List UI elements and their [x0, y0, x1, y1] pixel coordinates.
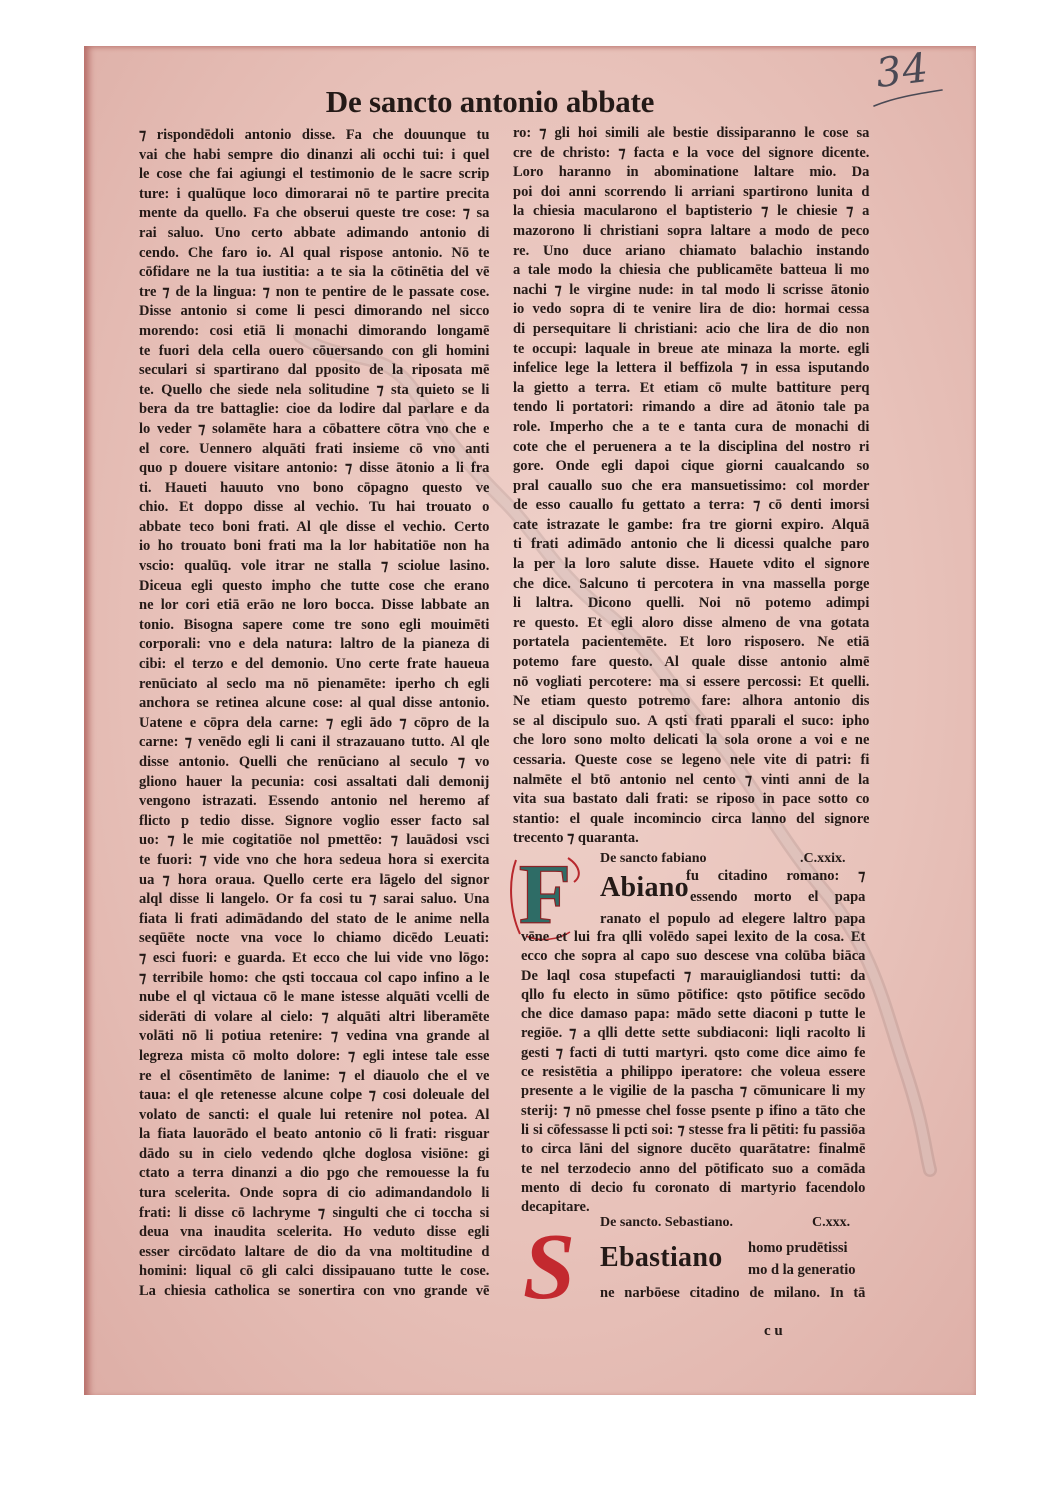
left-column-line: Diceua egli questo impho che tutte cose che erano	[139, 577, 490, 594]
fabiano-opening-word: Abiano	[600, 872, 689, 903]
left-column-line: carne: ⁊ venēdo egli li cani il strazauano tutto. Al qle	[139, 734, 490, 751]
left-column-line: tre ⁊ de la lingua: ⁊ non te pentire de le passate cose.	[139, 283, 490, 300]
left-column-line: tura scelerita. Onde sopra di cio adimandandolo li	[139, 1185, 490, 1202]
left-column	[139, 126, 490, 1302]
left-column-line: ⁊ esci fuori: e guarda. Et ecco che lui vide vno lōgo:	[139, 949, 490, 966]
left-column-line: la fiata lauorādo el beato antonio cō li frati: risguar	[139, 1126, 490, 1143]
left-column-line: ⁊ rispondēdoli antonio disse. Fa che douunque tu	[139, 127, 490, 143]
fabiano-line: decapitare.	[521, 1199, 590, 1216]
right-column-line: cessaria. Queste cose se legeno nele vite di patri: fi	[513, 752, 870, 768]
left-column-line: homini: liqual cō gli calci dissipauano tutte le cose.	[139, 1263, 490, 1280]
right-column-line: gore. Onde egli dapoi cique giorni caualcando so	[513, 458, 870, 475]
fabiano-heading: De sancto fabiano	[600, 851, 707, 866]
left-column-line: taua: el qle retenesse alcune colpe ⁊ cosi doleuale del	[139, 1087, 490, 1104]
left-column-line: flicto p tedio disse. Signore voglio esser facto sal	[139, 812, 490, 829]
left-column-line: dādo su in cielo vedendo qlche doglosa visiōne: gi	[139, 1145, 490, 1162]
left-column-line: seculari si spartirano dal pposito de la riposata mē	[139, 362, 490, 379]
left-column-line: re el cōsentimēto de lanime: ⁊ el diauolo che el ve	[139, 1067, 490, 1084]
left-column-line: alql disse li langelo. Or fa cosi tu ⁊ sarai saluo. Una	[139, 891, 490, 908]
right-column-line: ro: ⁊ gli hoi simili ale bestie dissiparanno le cose sa	[513, 125, 870, 141]
left-column-line: cōfidare ne la tua iustitia: a te sia la cōtinētia del vē	[139, 264, 490, 281]
right-column-line: di persequitare li christiani: acio che lira de dio non	[513, 320, 870, 337]
right-column-line: che loro sono molto delicati la sola orone a voi e ne	[513, 732, 870, 749]
left-column-line: corporali: vno e dela natura: laltro de la pianeza di	[139, 636, 490, 653]
right-column-line: infelice lege la lettera il beffizola ⁊ in essa isputando	[513, 360, 870, 377]
right-column-line: re questo. Et egli aloro disse almeno de vna gotata	[513, 614, 870, 631]
right-column-line: cre de christo: ⁊ facta e la voce del signore dicente.	[513, 144, 870, 161]
right-column-line: pral cauallo suo che era mansuetissimo: col morder	[513, 477, 870, 494]
red-initial-s: S	[522, 1215, 576, 1319]
right-column-line: poi doi anni scorrendo li arriani spartirono lunita d	[513, 183, 870, 200]
fabiano-opening-line: essendo morto el papa	[690, 889, 866, 905]
left-column-line: fiata li frati adimādando del stato de le anime nella	[139, 910, 490, 927]
right-column-line: la per la loro salute disse. Hauete vdito el signore	[513, 556, 870, 573]
left-column-line: frati: li disse cō lachryme ⁊ singulti che ci toccha si	[139, 1204, 490, 1221]
left-column-line: volato de sancti: el quale lui retenire nol potea. Al	[139, 1106, 490, 1123]
left-column-line: rai saluo. Uno certo abbate adimando antonio di	[139, 224, 490, 241]
left-column-line: te. Quello che siede nela solitudine ⁊ sta quieto se li	[139, 381, 490, 398]
right-column-line: cate istrazate le gambe: fra tre giorni expiro. Alquā	[513, 516, 870, 533]
left-column-line: quo p douere visitare antonio: ⁊ disse ātonio a li fra	[139, 460, 490, 477]
signature-mark: c u	[764, 1323, 783, 1339]
right-column-line: nō vogliati percotere: ma si essere percossi: Et quelli.	[513, 673, 870, 690]
right-column-line: trecento ⁊ quaranta.	[513, 830, 639, 847]
sebastiano-heading: De sancto. Sebastiano.	[600, 1215, 734, 1230]
left-column-line: ture: i qualūque loco dimorarai nō te partire precita	[139, 185, 490, 202]
left-column-line: chio. Et doppo disse al vechio. Tu hai trouato o	[139, 499, 490, 516]
fabiano-line: regiōe. ⁊ a qlli dette sette subdiaconi: liqli racolto li	[521, 1025, 866, 1042]
fabiano-line: qllo fu electo in sūmo pōtifice: qsto pōtifice secōdo	[521, 986, 866, 1003]
fabiano-line: vēne et lui fra qlli volēdo sapei lexito de la cosa. Et	[521, 929, 866, 945]
right-column-line: role. Imperho che a te e tanta cura de monachi di	[513, 418, 870, 435]
left-column-line: Uatene e cōpra dela carne: ⁊ egli ādo ⁊ cōpro de la	[139, 714, 490, 731]
right-column-line: tendo li portatori: rimando a dire ad ātonio tale pa	[513, 399, 870, 416]
right-column-line: nachi ⁊ le virgine nude: in tal modo li scrisse ātonio	[513, 281, 870, 298]
left-column-line: abbate teco boni frati. Al qle disse el vechio. Certo	[139, 518, 490, 535]
fabiano-line: ecco che sopra al capo suo descese vna colūba biāca	[521, 948, 866, 965]
left-column-line: vscio: qualūq. vole itrar ne stalla ⁊ sciolue lasino.	[139, 558, 490, 575]
decorated-initial-f: F	[518, 846, 572, 942]
left-column-line: cibi: el terzo e del demonio. Uno certe frate haueua	[139, 656, 490, 673]
left-column-line: disse antonio. Quelli che renūciano al seculo ⁊ vo	[139, 754, 490, 770]
left-column-line: gliono hauer la pecunia: cosi assaltati dali demonij	[139, 773, 490, 790]
left-column-line: vai che habi sempre dio dinanzi ali occhi tui: i quel	[139, 146, 490, 163]
sebastiano-opening-line: mo d la generatio	[748, 1262, 856, 1278]
left-column-line: Disse antonio si come li pesci dimorando nel sicco	[139, 303, 490, 320]
right-column-line: nalmēte el btō antonio nel cento ⁊ vinti anni de la	[513, 771, 870, 788]
left-column-line: seqūēte nocte vna voce lo chiamo dicēdo Leuati:	[139, 930, 490, 947]
handwritten-folio-number: 34	[873, 44, 932, 98]
left-column-line: ⁊ terribile homo: che qsti toccaua col capo infino a le	[139, 969, 490, 986]
right-column-line: ti frati adimādo antonio che li dicessi qualche paro	[513, 536, 870, 553]
right-column-line: stantio: el quale incomincio circa lanno del signore	[513, 810, 870, 827]
right-column-line: re. Uno duce ariano chiamato balachio instando	[513, 242, 870, 259]
sebastiano-opening-word: Ebastiano	[600, 1242, 723, 1273]
left-column-line: io ho trouato boni frati ma la lor habitatiōe non ha	[139, 538, 490, 555]
fabiano-opening-line: fu citadino romano: ⁊	[686, 868, 866, 884]
fabiano-text-block	[521, 928, 866, 1217]
left-column-line: nube el ql victaua cō le mane istesse alquāti vcelli de	[139, 989, 490, 1006]
right-column-line: a tale modo la chiesia che publicamēte batteua li mo	[513, 262, 870, 279]
left-column-line: el core. Uennero alquāti frati insieme cō vno anti	[139, 440, 490, 457]
left-column-line: ne lor cori etiā erāo ne loro bocca. Disse labbate an	[139, 597, 490, 614]
folio-underline-stroke	[868, 84, 948, 114]
left-column-line: te fuori dela cella ouero cōuersando con gli homini	[139, 342, 490, 359]
fabiano-line: te nel terzodecio anno del pōtificato suo a comāda	[521, 1160, 866, 1177]
left-column-line: mente da quello. Fa che obserui queste tre cose: ⁊ sa	[139, 205, 490, 222]
left-column-line: tonio. Bisogna sapere come tre sono egli mouimēti	[139, 616, 490, 633]
left-column-line: lo veder ⁊ solamēte hara a cōbattere cōtra vno che e	[139, 420, 490, 437]
right-column-line: portatela pacientemēte. Et loro risposero. Ne etiā	[513, 634, 870, 651]
left-column-line: ti. Haueti hauuto vno bono cōpagno questo ve	[139, 479, 490, 496]
right-column-line: la gietto a terra. Et etiam cō multe battiture perq	[513, 379, 870, 396]
right-column-line: cote che el peruenera a te la disciplina del nostro ri	[513, 438, 870, 455]
sebastiano-chapter-number: C.xxx.	[812, 1215, 851, 1230]
right-column-line: Loro haranno in abominatione laltare mio. Da	[513, 164, 870, 181]
left-column-line: bera da tre battaglie: cioe da lodire dal parlare e da	[139, 401, 490, 418]
left-column-line: morendo: cosi etiā li monachi dimorando longamē	[139, 322, 490, 339]
fabiano-line: sterij: ⁊ nō pmesse chel fosse psente p ifino a tāto che	[521, 1102, 866, 1119]
left-column-line: cendo. Che faro io. Al qual rispose antonio. Nō te	[139, 244, 490, 261]
sebastiano-opening-line: homo prudētissi	[748, 1240, 848, 1256]
left-column-line: esser circōdato laltare de dio da vna moltitudine d	[139, 1243, 490, 1260]
right-column-line: te occupi: laquale in breue ate minaza la morte. egli	[513, 340, 870, 357]
left-column-line: volāti nō li potiua retenire: ⁊ vedina vna grande al	[139, 1028, 490, 1045]
left-column-line: ctato a terra dinanzi a dio pgo che remouesse la fu	[139, 1165, 490, 1182]
fabiano-indented-line: ranato el populo ad elegere laltro papa	[600, 911, 866, 927]
fabiano-line: presente a le vigilie de la pascha ⁊ cōmunicare li my	[521, 1083, 866, 1100]
right-column	[513, 124, 870, 849]
fabiano-line: che dice damaso papa: mādo sette diaconi p tutte le	[521, 1006, 866, 1023]
left-column-line: te fuori: ⁊ vide vno che hora sedeua hora si exercita	[139, 851, 490, 868]
left-column-line: deua vna inaudita scelerita. Ho veduto disse egli	[139, 1224, 490, 1241]
right-column-line: Ne etiam questo potremo fare: alhora antonio dis	[513, 693, 870, 710]
fabiano-line: li si cōfessasse li pcti soi: ⁊ stesse fra li pētiti: fu passiōa	[521, 1121, 866, 1138]
right-column-line: de esso cauallo fu gettato a terra: ⁊ cō denti imorsi	[513, 497, 870, 514]
fabiano-line: to circa lāni del signore ducēto quarātatre: finalmē	[521, 1141, 866, 1158]
right-column-line: mazorono li christiani sopra laltare a modo de peco	[513, 222, 870, 239]
left-column-line: siderāti di volare al cielo: ⁊ alquāti altri liberamēte	[139, 1008, 490, 1025]
left-column-line: anchora se retinea alcune cose: al qual disse antonio.	[139, 695, 490, 712]
left-column-line: uo: ⁊ le mie cogitatiōe nol pmettēo: ⁊ lauādosi vsci	[139, 832, 490, 849]
right-column-line: io vedo sopra di te venire lira de dio: hormai cessa	[513, 301, 870, 318]
sebastiano-indented-line: ne narbōese citadino de milano. In tā	[600, 1285, 866, 1301]
left-column-line: ua ⁊ hora oraua. Quello certe era lāgelo del signor	[139, 871, 490, 888]
left-column-line: La chiesia catholica se sonertira con vno grande vē	[139, 1283, 490, 1300]
right-column-line: li laltra. Dicono quelli. Noi nō potemo adimpi	[513, 595, 870, 612]
right-column-line: la chiesia macularono el baptisterio ⁊ le chiesie ⁊ a	[513, 203, 870, 220]
right-column-line: vita sua bastato dali frati: se riposo in pace sotto co	[513, 791, 870, 808]
right-column-line: che dice. Salcuno ti percotera in vna massella porge	[513, 575, 870, 592]
fabiano-line: De laql cosa stupefacti ⁊ marauigliandosi tutti: da	[521, 967, 866, 984]
left-column-line: legreza mista cō molto dolore: ⁊ egli intese tale esse	[139, 1047, 490, 1064]
running-title: De sancto antonio abbate	[325, 84, 655, 119]
fabiano-line: gesti ⁊ facti di tutti martyri. qsto come dice aimo fe	[521, 1044, 866, 1061]
left-column-line: le cose che fai agiungi el testimonio de le sacre scrip	[139, 166, 490, 183]
left-column-line: vengono istrazati. Essendo antonio nel heremo af	[139, 793, 490, 810]
left-column-line: renūciato al seclo ma nō pienamēte: iperho ch egli	[139, 675, 490, 692]
fabiano-line: mento di decio fu coronato di martyrio facendolo	[521, 1179, 866, 1196]
right-column-line: potemo fare questo. Al quale disse antonio almē	[513, 654, 870, 671]
fabiano-line: ce resistētia a philippo iperatore: che voleua essere	[521, 1064, 866, 1081]
right-column-line: se al discipulo suo. A qsti frati pparali el suco: ipho	[513, 712, 870, 729]
fabiano-chapter-number: .C.xxix.	[800, 851, 846, 866]
